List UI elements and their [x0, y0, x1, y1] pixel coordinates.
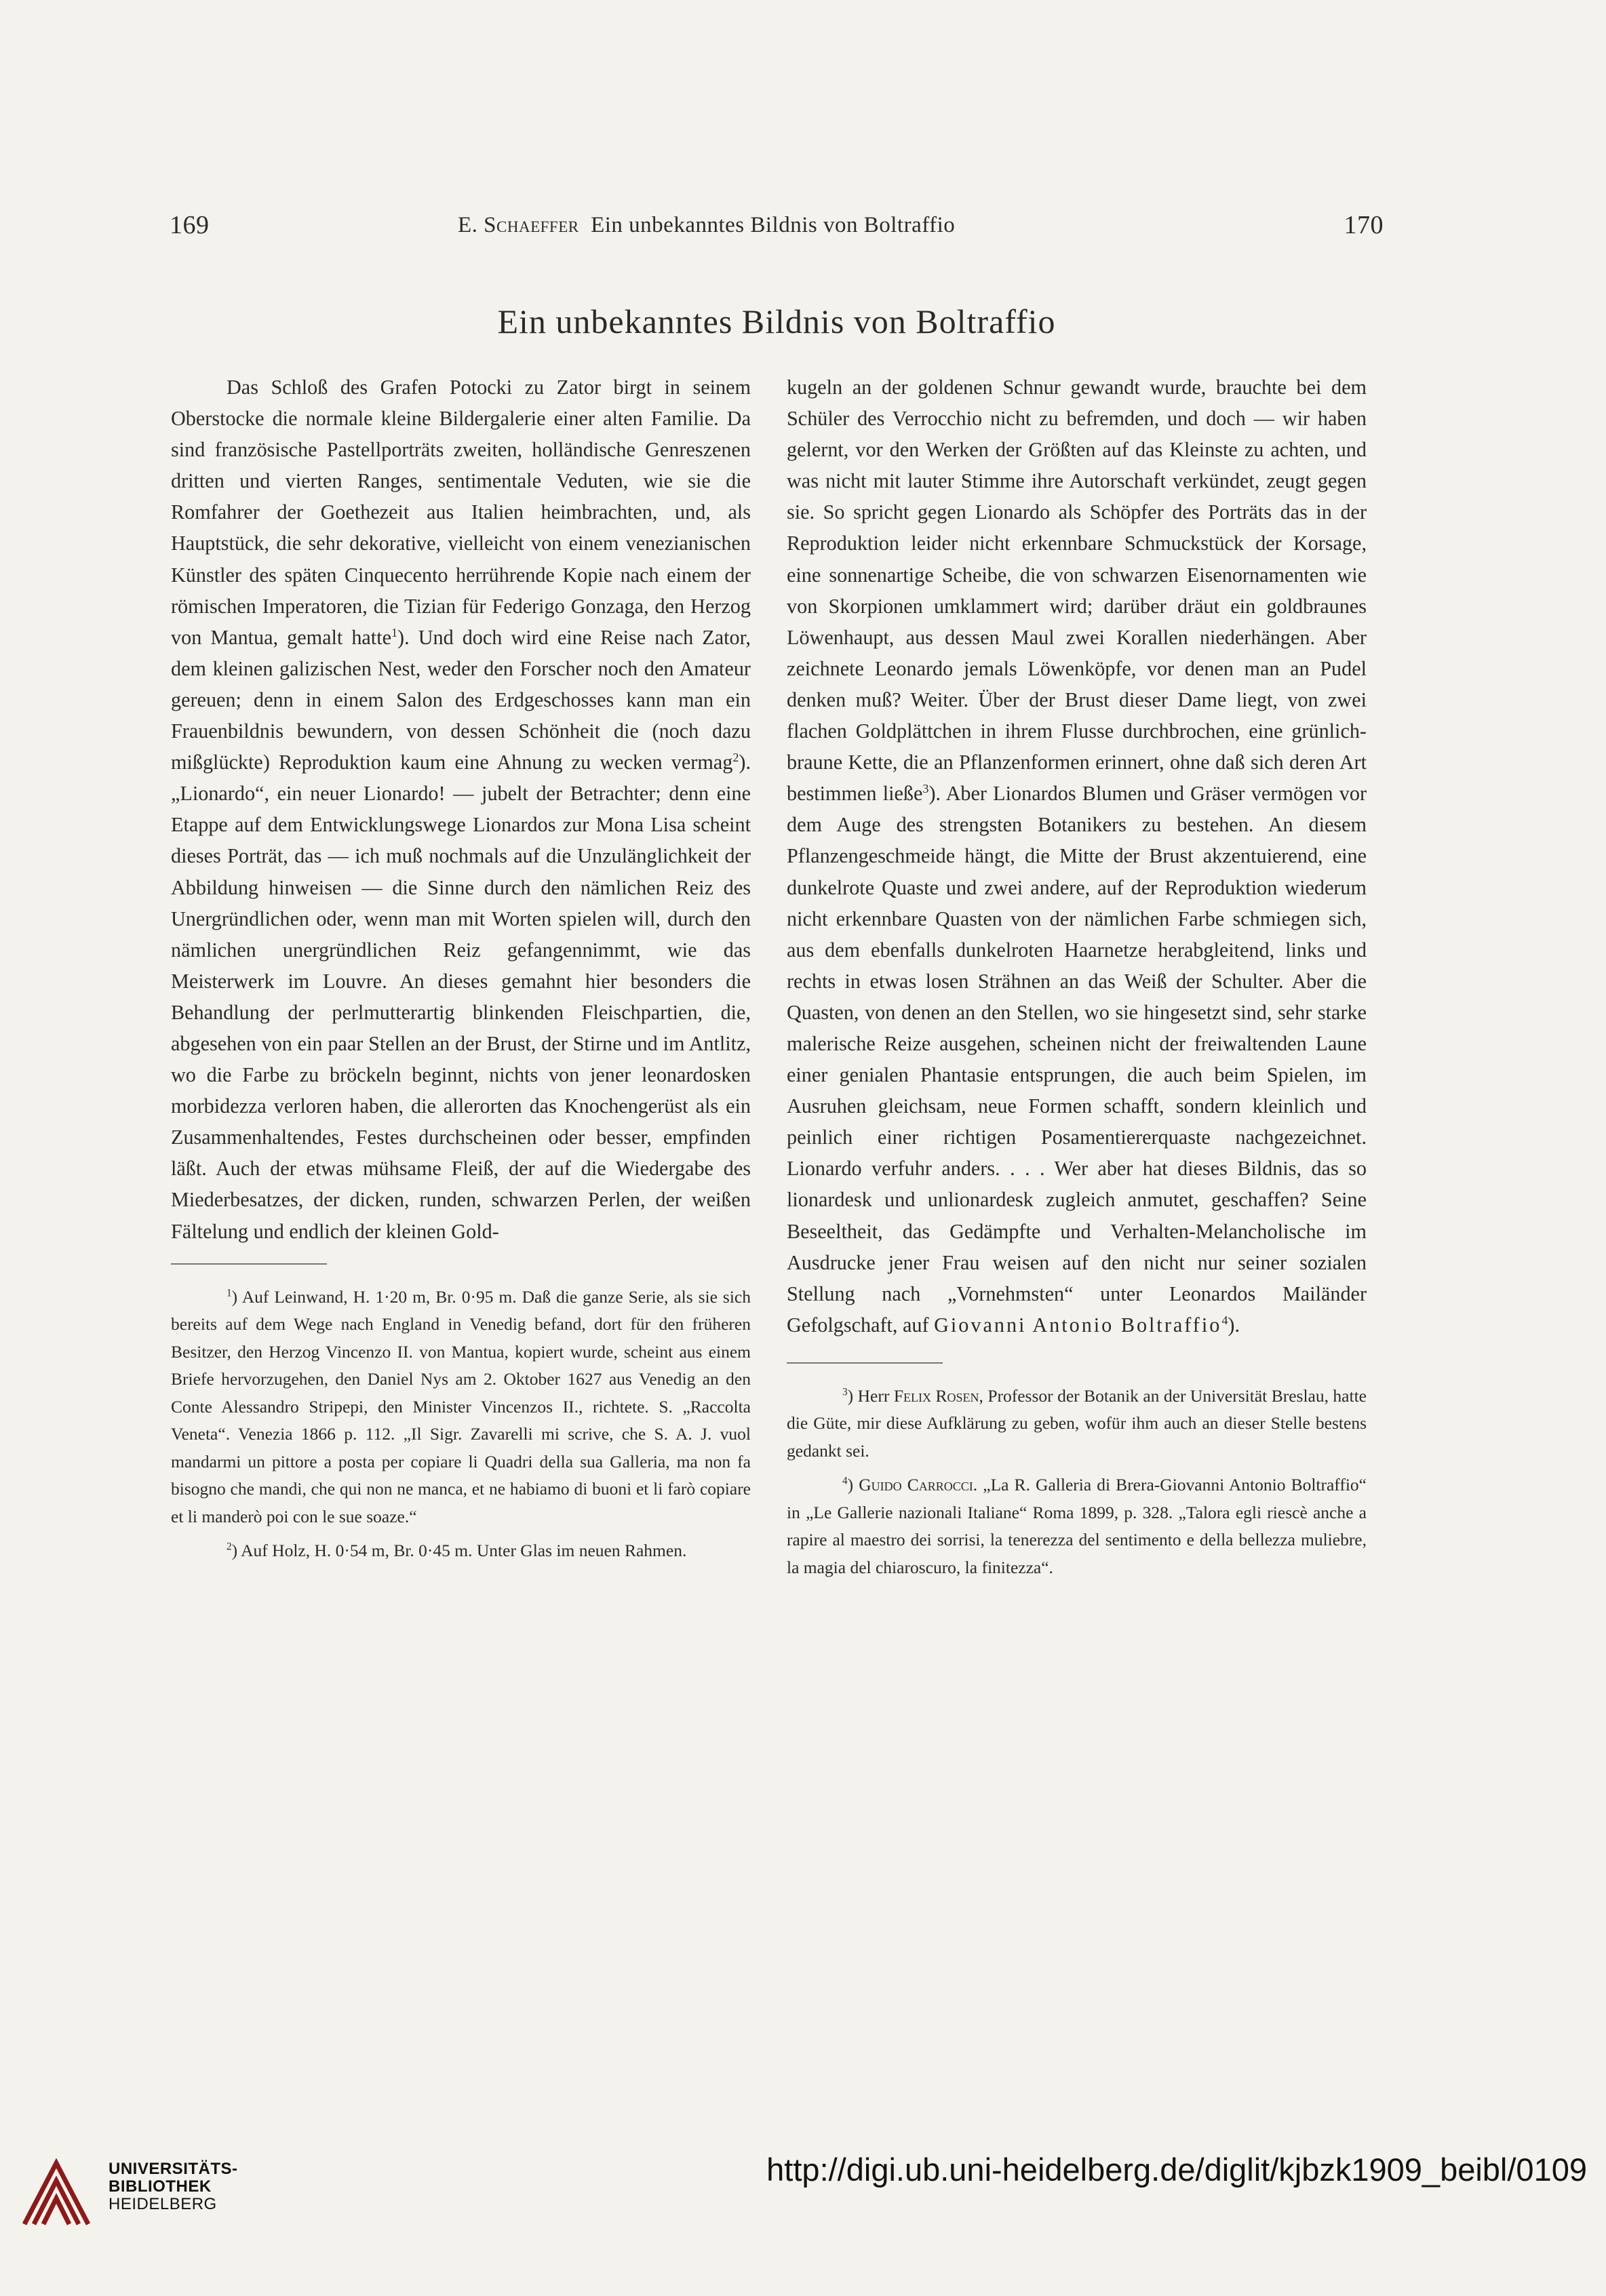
running-head-title: Ein unbekanntes Bildnis von Boltraffio — [591, 213, 956, 237]
footnote-1: $^1$) Auf Leinwand, H. 1·20 m, Br. 0·95 m. Daß die ganze Serie, als sie sich bereits auf dem Wege nach England in Venedig befand, dort für den früheren Besitzer, den Herzog Vincenzo II. von Mantua, kopiert wurde, scheint aus einem Briefe hervorzugehen, den Daniel Nys am 2. Oktober 1627 aus Venedig an den Conte Alessandro Stripepi, den Minister Vincenzos II., richtete. S. „Raccolta Veneta“. Venezia 1866 p. 112. „Il Sigr. Zavarelli mi scrive, che S. A. J. vuol mandarmi un pittore a posta per copiare li Quadri della sua Galleria, ma non fa bisogno che mandi, che qui non ne manca, et ne habiamo di buoni et li farò copiare et li manderò poi con le sue soaze.“ — [171, 1286, 751, 1526]
left-body-text: Das Schloß des Grafen Potocki zu Zator birgt in seinem Oberstocke die normale kleine Bildergalerie einer alten Familie. Da sind französische Pastellporträts zweiten, holländische Genreszenen dritten und vierten Ranges, sentimentale Veduten, wie sie die Romfahrer der Goethezeit aus Italien heimbrachten, und, als Hauptstück, die sehr dekorative, vielleicht von einem venezianischen Künstler des späten Cinquecento herrührende Kopie nach einem der römischen Imperatoren, die Tizian für Federigo Gonzaga, den Herzog von Mantua, gemalt hatte$^1$). Und doch wird eine Reise nach Zator, dem kleinen galizischen Nest, weder den Forscher noch den Amateur gereuen; denn in einem Salon des Erdgeschosses kann man ein Frauenbildnis bewundern, von dessen Schönheit die (noch dazu mißglückte) Reproduktion kaum eine Ahnung zu wecken vermag$^2$). „Lionardo“, ein neuer Lionardo! — jubelt der Betrachter; denn eine Etappe auf dem Entwicklungswege Lionardos zur Mona Lisa scheint dieses Porträt, das — ich muß nochmals auf die Unzulänglichkeit der Abbildung hinweisen — die Sinne durch den nämlichen Reiz des Unergründlichen oder, wenn man mit Worten spielen will, durch den nämlichen unergründlichen Reiz gefangennimmt, wie das Meisterwerk im Louvre. An dieses gemahnt hier besonders die Behandlung der perlmutterartig blinkenden Fleischpartien, die, abgesehen von ein paar Stellen an der Brust, der Stirne und im Antlitz, wo die Farbe zu bröckeln beginnt, nichts von jener leonardosken morbidezza verloren haben, die allerorten das Knochengerüst als ein Zusammenhaltendes, Festes durchscheinen oder besser, empfinden läßt. Auch der etwas mühsame Fleiß, der auf die Wiedergabe des Miederbesatzes, der dicken, runden, schwarzen Perlen, der weißen Fältelung und endlich der kleinen Gold- — [171, 376, 751, 1243]
left-column — [171, 372, 751, 1565]
right-footnotes — [787, 1383, 1367, 1582]
right-column — [787, 372, 1367, 1581]
footnote-ref-1[interactable]: 1 — [391, 625, 398, 639]
source-url[interactable]: http://digi.ub.uni-heidelberg.de/diglit/kjbzk1909_beibl/0109 — [766, 2152, 1587, 2188]
footnote-2: $^2$) Auf Holz, H. 0·54 m, Br. 0·45 m. Unter Glas im neuen Rahmen. — [227, 1541, 687, 1561]
running-head-author: E. Schaeffer — [458, 213, 579, 237]
article-title: Ein unbekanntes Bildnis von Boltraffio — [497, 302, 1056, 340]
footnote-divider-right — [787, 1362, 943, 1364]
university-library-logo — [19, 2156, 94, 2231]
footnote-divider-left — [171, 1263, 327, 1265]
left-footnotes — [171, 1284, 751, 1565]
footer — [0, 2143, 1606, 2296]
footnote-ref-3[interactable]: 3 — [922, 782, 929, 796]
footnote-3: $^3$) Herr Felix Rosen, Professor der Botanik an der Universität Breslau, hatte die Güte, mir diese Aufklärung zu geben, wofür ihm auch an dieser Stelle bestens gedankt sei. — [787, 1385, 1367, 1461]
running-head-text — [458, 213, 955, 238]
page-number-left: 169 — [170, 211, 210, 239]
page-number-right: 170 — [1344, 211, 1384, 239]
footnote-4: $^4$) Guido Carrocci. „La R. Galleria di Brera-Giovanni Antonio Boltraffio“ in „Le Gallerie nazionali Italiane“ Roma 1899, p. 328. „Talora egli riescè anche a rapire al maestro dei sorrisi, la tenerezza del sentimento e della bellezza muliebre, la magia del chiaroscuro, la finitezza“. — [787, 1475, 1367, 1577]
footnote-ref-4[interactable]: 4 — [1221, 1313, 1228, 1327]
library-name: UNIVERSITÄTS- BIBLIOTHEK HEIDELBERG — [109, 2160, 238, 2213]
footnote-ref-2[interactable]: 2 — [732, 751, 739, 765]
running-head — [170, 210, 1384, 251]
right-body-text: kugeln an der goldenen Schnur gewandt wurde, brauchte bei dem Schüler des Verrocchio nicht zu befremden, und doch — wir haben gelernt, vor den Werken der Größten auf das Kleinste zu achten, und was nicht mit lauter Stimme ihre Autorschaft verkündet, zeugt gegen sie. So spricht gegen Lionardo als Schöpfer des Porträts das in der Reproduktion leider nicht erkennbare Schmuckstück der Korsage, eine sonnenartige Scheibe, die von schwarzen Eisenornamenten wie von Skorpionen umklammert wird; darüber dräut ein goldbraunes Löwenhaupt, aus dessen Maul zwei Korallen niederhängen. Aber zeichnete Leonardo jemals Löwenköpfe, vor denen man an Pudel denken muß? Weiter. Über der Brust dieser Dame liegt, von zwei flachen Goldplättchen in ihrem Flusse durchbrochen, eine grünlich-braune Kette, die an Pflanzenformen erinnert, ohne daß sich deren Art bestimmen ließe$^3$). Aber Lionardos Blumen und Gräser vermögen vor dem Auge des strengsten Botanikers zu bestehen. An diesem Pflanzengeschmeide hängt, die Mitte der Brust akzentuierend, eine dunkelrote Quaste und zwei andere, auf der Reproduktion wiederum nicht erkennbare Quasten von der nämlichen Farbe schmiegen sich, aus dem ebenfalls dunkelroten Haarnetze herabgleitend, links und rechts in etwas losen Strähnen an das Weiß der Schulter. Aber die Quasten, von denen an den Stellen, wo sie hingesetzt sind, sehr starke malerische Reize ausgehen, scheinen nicht der freiwaltenden Laune einer genialen Phantasie entsprungen, die auch beim Spielen, im Ausruhen gleichsam, neue Formen schafft, sondern kleinlich und peinlich einer richtigen Posamentiererquaste nachgezeichnet. Lionardo verfuhr anders. . . . Wer aber hat dieses Bildnis, das so lionardesk und unlionardesk zugleich anmutet, geschaffen? Seine Beseeltheit, das Gedämpfte und Verhalten-Melancholische im Ausdrucke jener Frau weisen auf den nicht nur seiner sozialen Stellung nach „Vornehmsten“ unter Leonardos Mailänder Gefolgschaft, auf Giovanni Antonio Boltraffio$^4$). — [787, 376, 1367, 1337]
artist-name: Giovanni Antonio Boltraffio — [934, 1313, 1222, 1337]
